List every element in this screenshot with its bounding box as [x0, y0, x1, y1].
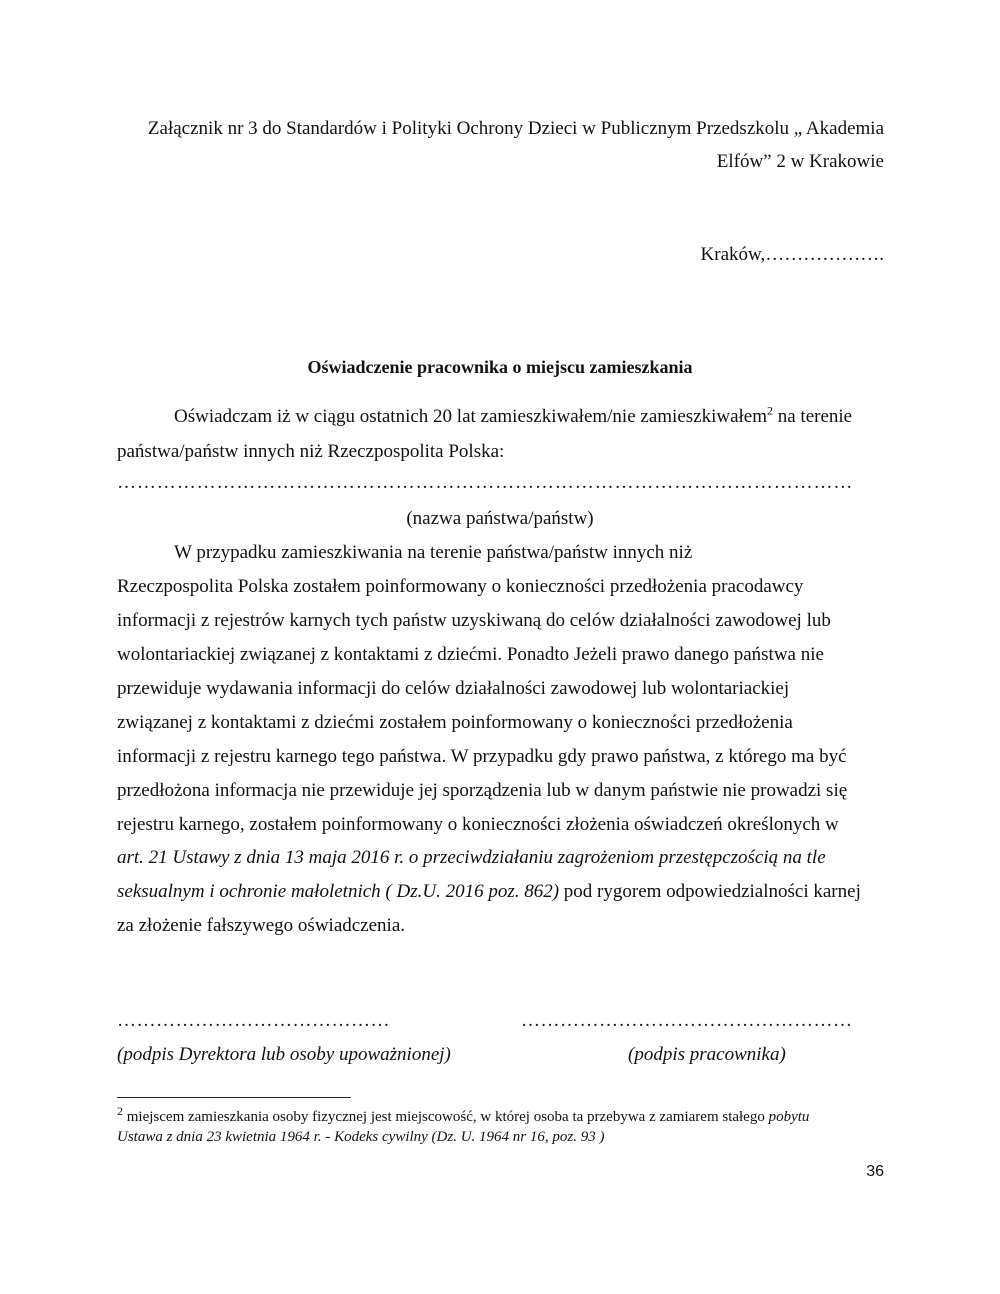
footnote-divider: [117, 1097, 351, 1098]
statement-line-1: [174, 405, 852, 429]
legal-reference-line-2: [117, 880, 861, 904]
footnote-ref: 2: [767, 403, 773, 418]
director-signature-label: (podpis Dyrektora lub osoby upoważnionej): [117, 1044, 451, 1065]
body-line: związanej z kontaktami z dziećmi zostałem poinformowany o konieczności przedłożenia: [117, 712, 793, 733]
footnote-line-2: Ustawa z dnia 23 kwietnia 1964 r. - Kodeks cywilny (Dz. U. 1964 nr 16, poz. 93 ): [117, 1129, 605, 1145]
body-line: wolontariackiej związanej z kontaktami z dziećmi. Ponadto Jeżeli prawo danego państwa nie: [117, 644, 824, 665]
closing-line: za złożenie fałszywego oświadczenia.: [117, 915, 406, 936]
footnote-text-italic: pobytu: [768, 1109, 810, 1125]
place-date: Kraków,……………….: [700, 244, 884, 265]
statement-text-end: na terenie: [773, 406, 853, 427]
country-caption: (nazwa państwa/państw): [406, 508, 594, 529]
legal-reference-italic: seksualnym i ochronie małoletnich ( Dz.U. 2016 poz. 862): [117, 881, 560, 902]
footnote-number: 2: [117, 1104, 123, 1118]
document-title: Oświadczenie pracownika o miejscu zamieszkania: [307, 357, 693, 377]
body-line: przewiduje wydawania informacji do celów działalności zawodowej lub wolontariackiej: [117, 678, 790, 699]
legal-reference-line: art. 21 Ustawy z dnia 13 maja 2016 r. o przeciwdziałaniu zagrożeniom przestępczością na tle: [117, 847, 826, 868]
legal-reference-rest: pod rygorem odpowiedzialności karnej: [559, 881, 861, 902]
body-line: rejestru karnego, zostałem poinformowany o konieczności złożenia oświadczeń określonych w: [117, 814, 839, 835]
header-line-2: Elfów” 2 w Krakowie: [716, 151, 884, 172]
body-line: informacji z rejestru karnego tego państwa. W przypadku gdy prawo państwa, z którego ma być: [117, 746, 847, 767]
body-line: W przypadku zamieszkiwania na terenie państwa/państw innych niż: [174, 542, 693, 563]
country-dotted-field: …………………………………………………………………………………………………: [117, 472, 854, 493]
body-line: informacji z rejestrów karnych tych państw uzyskiwaną do celów działalności zawodowej lub: [117, 610, 831, 631]
footnote-text: miejscem zamieszkania osoby fizycznej jest miejscowość, w której osoba ta przebywa z zamiarem stałego: [123, 1109, 769, 1125]
body-line: Rzeczpospolita Polska zostałem poinformowany o konieczności przedłożenia pracodawcy: [117, 576, 804, 597]
employee-signature-label: (podpis pracownika): [628, 1044, 786, 1065]
director-signature-line: ……………………………………: [117, 1010, 390, 1031]
body-line: przedłożona informacja nie przewiduje jej sporządzenia lub w danym państwie nie prowadzi się: [117, 780, 848, 801]
header-line-1: Załącznik nr 3 do Standardów i Polityki Ochrony Dzieci w Publicznym Przedszkolu „ Akademia: [147, 118, 884, 139]
statement-text: Oświadczam iż w ciągu ostatnich 20 lat zamieszkiwałem/nie zamieszkiwałem: [174, 406, 767, 427]
employee-signature-line: ……………………………………………: [521, 1010, 853, 1031]
footnote-line-1: [117, 1104, 810, 1127]
page-number: 36: [866, 1163, 884, 1180]
statement-line-2: państwa/państw innych niż Rzeczpospolita Polska:: [117, 441, 505, 462]
